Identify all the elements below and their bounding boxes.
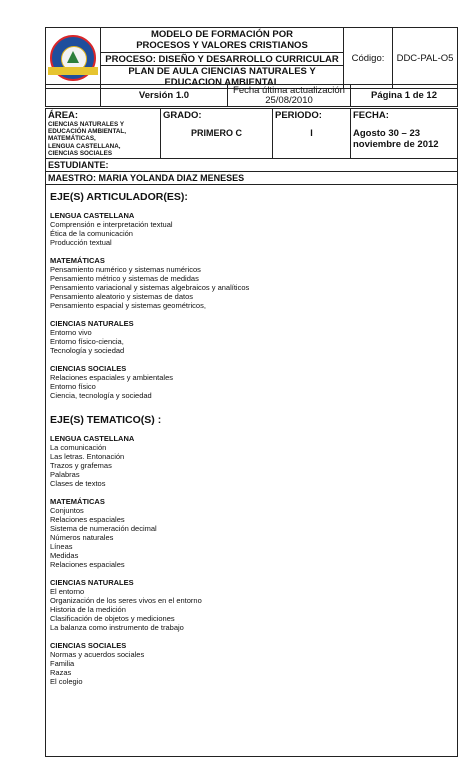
list-item: El colegio (50, 677, 83, 686)
area-value: CIENCIAS NATURALES Y (48, 121, 125, 128)
list-item: Sistema de numeración decimal (50, 524, 157, 533)
periodo-cell (273, 109, 351, 159)
process-title: PROCESO: DISEÑO Y DESARROLLO CURRICULAR (101, 53, 344, 66)
list-item: Líneas (50, 542, 73, 551)
grado-label: GRADO: (163, 110, 202, 121)
header-table (45, 27, 458, 89)
list-item: Entorno físico-ciencia, (50, 337, 124, 346)
area-value: EDUCACIÓN AMBIENTAL, (48, 128, 127, 136)
version-row (45, 84, 458, 107)
subject-section (50, 434, 453, 488)
list-item: Pensamiento espacial y sistemas geométricos, (50, 301, 206, 310)
periodo-label: PERIODO: (275, 110, 322, 121)
maestro-label: MAESTRO: MARIA YOLANDA DIAZ MENESES (46, 172, 458, 185)
subject-section (50, 364, 453, 400)
list-item: Trazos y grafemas (50, 461, 112, 470)
list-item: Entorno físico (50, 382, 96, 391)
fecha-value (353, 128, 455, 150)
list-item: Tecnología y sociedad (50, 346, 125, 355)
subject-title: CIENCIAS SOCIALES (50, 364, 127, 373)
logo-cell (46, 28, 101, 89)
subject-section (50, 497, 453, 569)
list-item: Pensamiento variacional y sistemas algebraicos y analíticos (50, 283, 250, 292)
subject-title: LENGUA CASTELLANA (50, 434, 135, 443)
list-item: Números naturales (50, 533, 114, 542)
school-crest-icon (50, 35, 96, 81)
list-item: Ciencia, tecnología y sociedad (50, 391, 152, 400)
area-value: CIENCIAS SOCIALES (48, 149, 113, 157)
list-item: Relaciones espaciales (50, 515, 125, 524)
list-item: Organización de los seres vivos en el entorno (50, 596, 202, 605)
list-item: Pensamiento métrico y sistemas de medidas (50, 274, 199, 283)
update-date (228, 85, 351, 107)
ejes-tematicos-sections (50, 434, 453, 686)
header-title-line1: MODELO DE FORMACIÓN POR (151, 29, 293, 40)
subject-title: LENGUA CASTELLANA (50, 211, 135, 220)
subject-title: MATEMÁTICAS (50, 497, 105, 506)
area-values (48, 121, 158, 157)
area-cell (46, 109, 161, 159)
update-date-line2: 25/08/2010 (265, 94, 313, 106)
list-item: Razas (50, 668, 72, 677)
header-title-line2: PROCESOS Y VALORES CRISTIANOS (136, 40, 308, 51)
list-item: Producción textual (50, 238, 112, 247)
ejes-tematicos-heading: EJE(S) TEMATICO(S) : (50, 414, 162, 426)
list-item: La balanza como instrumento de trabajo (50, 623, 184, 632)
list-item: Comprensión e interpretación textual (50, 220, 173, 229)
subject-title: CIENCIAS NATURALES (50, 319, 134, 328)
grado-cell (161, 109, 273, 159)
list-item: Pensamiento numérico y sistemas numéricos (50, 265, 201, 274)
periodo-value: I (310, 128, 313, 138)
list-item: Las letras. Entonación (50, 452, 125, 461)
subject-section (50, 256, 453, 310)
subject-section (50, 319, 453, 355)
fecha-line2: noviembre de 2012 (353, 139, 439, 150)
list-item: Conjuntos (50, 506, 84, 515)
list-item: Relaciones espaciales y ambientales (50, 373, 173, 382)
header-title (101, 28, 344, 53)
subject-title: MATEMÁTICAS (50, 256, 105, 265)
list-item: Palabras (50, 470, 80, 479)
subject-section (50, 641, 453, 686)
list-item: Relaciones espaciales (50, 560, 125, 569)
plan-title-line2: EDUCACION AMBIENTAL (164, 77, 280, 88)
version-label: Versión 1.0 (101, 85, 228, 107)
list-item: El entorno (50, 587, 85, 596)
code-value: DDC-PAL-O5 (393, 28, 458, 89)
list-item: La comunicación (50, 443, 107, 452)
fecha-label: FECHA: (353, 110, 389, 121)
area-value: MATEMÁTICAS, (48, 135, 96, 143)
subject-section (50, 578, 453, 632)
content-body (45, 181, 458, 757)
code-label: Código: (344, 28, 393, 89)
area-label: ÁREA: (48, 110, 79, 121)
update-date-line1: Fecha última actualización (233, 84, 345, 96)
grado-value: PRIMERO C (190, 128, 242, 138)
list-item: Entorno vivo (50, 328, 92, 337)
page-indicator: Página 1 de 12 (351, 85, 458, 107)
subject-title: CIENCIAS SOCIALES (50, 641, 127, 650)
estudiante-label: ESTUDIANTE: (46, 159, 458, 172)
list-item: Medidas (50, 551, 79, 560)
list-item: Clases de textos (50, 479, 106, 488)
list-item: Familia (50, 659, 75, 668)
list-item: Ética de la comunicación (50, 229, 133, 238)
area-value: LENGUA CASTELLANA, (48, 142, 121, 150)
fecha-cell (351, 109, 458, 159)
list-item: Clasificación de objetos y mediciones (50, 614, 175, 623)
list-item: Normas y acuerdos sociales (50, 650, 145, 659)
subject-section (50, 211, 453, 247)
ejes-articuladores-heading: EJE(S) ARTICULADOR(ES): (50, 191, 188, 203)
list-item: Historia de la medición (50, 605, 126, 614)
list-item: Pensamiento aleatorio y sistemas de datos (50, 292, 193, 301)
info-table (45, 108, 458, 185)
fecha-line1: Agosto 30 – 23 (353, 128, 421, 139)
subject-title: CIENCIAS NATURALES (50, 578, 134, 587)
plan-title-line1: PLAN DE AULA CIENCIAS NATURALES Y (128, 66, 316, 77)
ejes-articuladores-sections (50, 211, 453, 400)
